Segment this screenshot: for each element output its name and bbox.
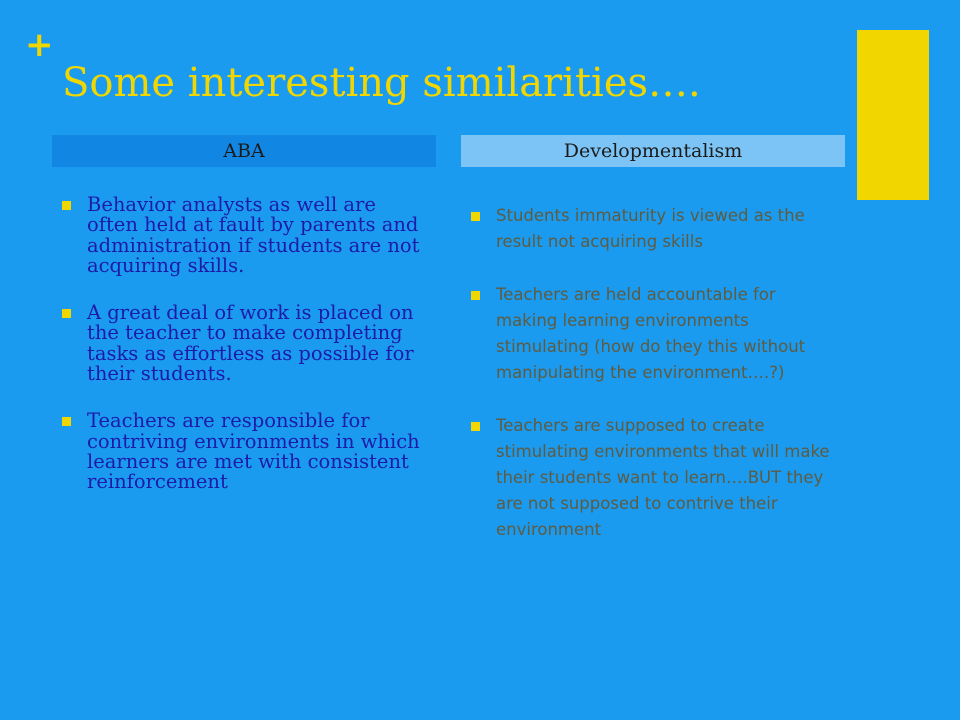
bullet-text: Teachers are held accountable for making learning environments stimulating (how do they this without manipulating the environment….?) xyxy=(496,285,806,382)
aba-bullet-list xyxy=(62,195,422,520)
square-bullet-icon xyxy=(471,291,480,300)
square-bullet-icon xyxy=(62,309,71,318)
bullet-text: Students immaturity is viewed as the result not acquiring skills xyxy=(496,206,805,251)
square-bullet-icon xyxy=(62,201,71,210)
bullet-item xyxy=(471,413,841,543)
bullet-item xyxy=(62,195,422,276)
bullet-text: Behavior analysts as well are often held at fault by parents and administration if students are not acquiring skills. xyxy=(87,193,420,277)
slide-title: Some interesting similarities…. xyxy=(62,60,701,106)
developmentalism-bullet-list xyxy=(471,203,841,570)
plus-icon: + xyxy=(25,25,54,65)
square-bullet-icon xyxy=(471,422,480,431)
square-bullet-icon xyxy=(471,212,480,221)
square-bullet-icon xyxy=(62,417,71,426)
bullet-text: A great deal of work is placed on the teacher to make completing tasks as effortless as possible for their students. xyxy=(87,301,414,386)
bullet-item xyxy=(471,282,841,386)
column-header-aba: ABA xyxy=(52,135,436,167)
bullet-item xyxy=(62,411,422,492)
bullet-item xyxy=(62,303,422,384)
bullet-text: Teachers are responsible for contriving environments in which learners are met with consistent reinforcement xyxy=(87,409,420,494)
accent-bar xyxy=(857,30,929,200)
bullet-text: Teachers are supposed to create stimulating environments that will make their students want to learn….BUT they are not supposed to contrive their environment xyxy=(496,416,830,539)
bullet-item xyxy=(471,203,841,255)
column-header-developmentalism: Developmentalism xyxy=(461,135,845,167)
